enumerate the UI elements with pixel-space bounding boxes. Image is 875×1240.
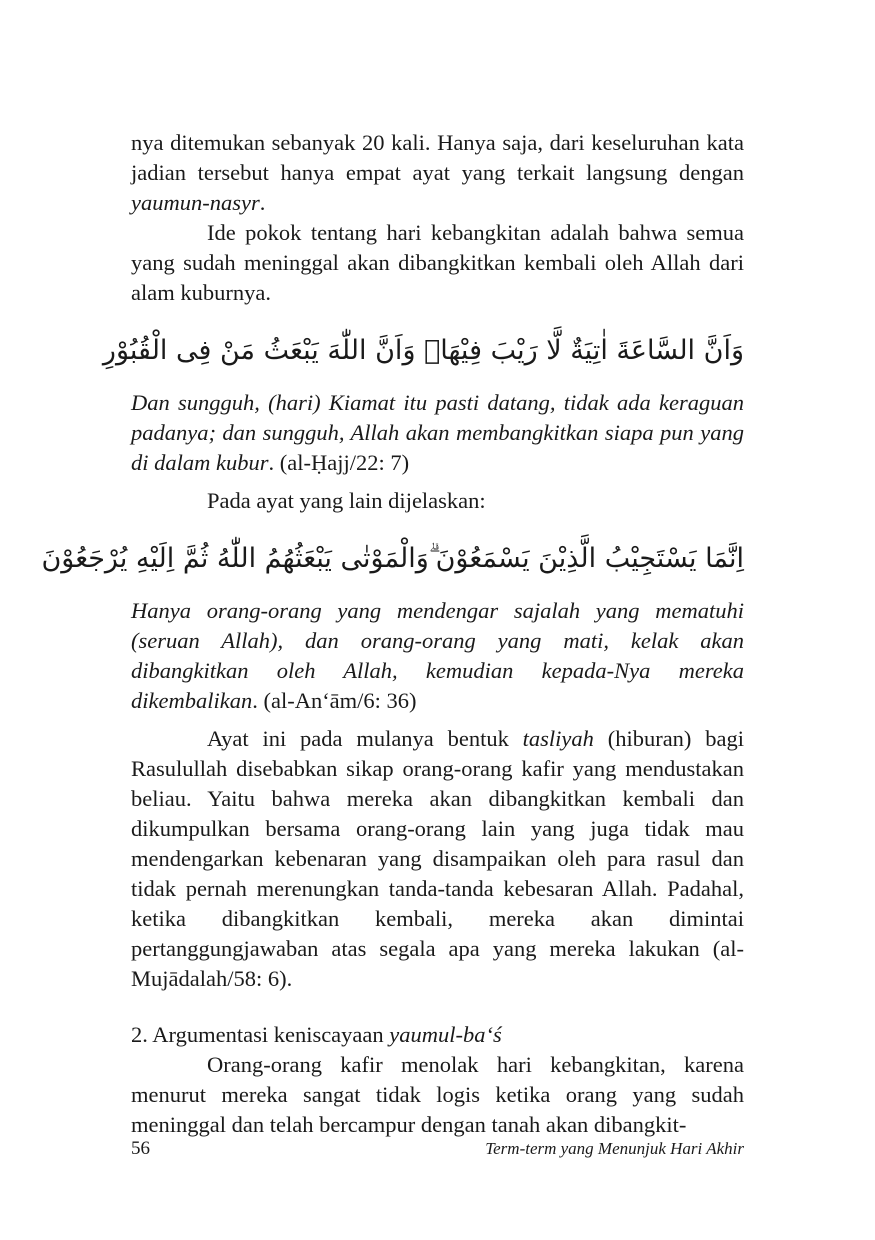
- arabic-verse-2: اِنَّمَا يَسْتَجِيْبُ الَّذِيْنَ يَسْمَعُوْنَ ۗوَالْمَوْتٰى يَبْعَثُهُمُ اللّٰهُ ثُمَّ اِلَيْهِ يُرْجَعُوْنَ: [41, 543, 744, 574]
- term-tasliyah: tasliyah: [522, 726, 594, 751]
- paragraph-4-b: (hiburan) bagi Rasulullah disebabkan sikap orang-orang kafir yang mendustakan beliau. Yaitu bahwa mereka akan dibangkitkan kembali dan dikumpulkan bersama orang-orang lain yang juga tidak mau mendengarkan kebenaran yang disampaikan oleh para rasul dan tidak pernah merenungkan tanda-tanda kebesaran Allah. Padahal, ketika dibangkitkan kembali, mereka akan dimintai pertanggungjawaban atas segala apa yang mereka lakukan (al-Mujādalah/58: 6).: [131, 726, 744, 991]
- page-footer: [131, 1138, 744, 1160]
- page-number: 56: [131, 1138, 150, 1159]
- running-title: Term-term yang Menunjuk Hari Akhir: [485, 1139, 744, 1158]
- translation-1: [131, 388, 744, 478]
- translation-1-ref: . (al-Ḥajj/22: 7): [268, 450, 410, 475]
- paragraph-5: Orang-orang kafir menolak hari kebangkitan, karena menurut mereka sangat tidak logis ketika orang yang sudah meninggal dan telah bercampur dengan tanah akan dibangkit-: [131, 1052, 744, 1137]
- term-yaumul-bas: yaumul-ba‘ś: [389, 1022, 502, 1047]
- paragraph-1: [131, 128, 744, 218]
- paragraph-4: [131, 724, 744, 994]
- paragraph-4-a: Ayat ini pada mulanya bentuk: [207, 726, 523, 751]
- term-yaumun-nasyr: yaumun-nasyr: [131, 190, 260, 215]
- arabic-verse-1: وَاَنَّ السَّاعَةَ اٰتِيَةٌ لَّا رَيْبَ فِيْهَاۙ وَاَنَّ اللّٰهَ يَبْعَثُ مَنْ فِى الْقُبُوْرِ: [102, 335, 744, 366]
- section-heading: [131, 1020, 744, 1050]
- paragraph-3: Pada ayat yang lain dijelaskan:: [207, 488, 486, 513]
- translation-2-text: Hanya orang-orang yang mendengar sajalah yang mematuhi (seruan Allah), dan orang-orang yang mati, kelak akan dibangkitkan oleh Allah, kemudian kepada-Nya mereka dikembalikan: [131, 598, 744, 713]
- paragraph-1-end: .: [259, 190, 266, 215]
- section-heading-text: 2. Argumentasi keniscayaan: [131, 1022, 390, 1047]
- page-body: [41, 128, 744, 1140]
- translation-2-ref: . (al-An‘ām/6: 36): [252, 688, 417, 713]
- translation-2: [131, 596, 744, 716]
- paragraph-1-text: nya ditemukan sebanyak 20 kali. Hanya saja, dari keseluruhan kata jadian tersebut hanya empat ayat yang terkait langsung dengan: [131, 130, 744, 185]
- translation-1-text: Dan sungguh, (hari) Kiamat itu pasti datang, tidak ada keraguan padanya; dan sungguh, Allah akan membangkitkan siapa pun yang di dalam kubur: [131, 390, 744, 475]
- paragraph-2: Ide pokok tentang hari kebangkitan adalah bahwa semua yang sudah meninggal akan dibangkitkan kembali oleh Allah dari alam kuburnya.: [131, 220, 744, 305]
